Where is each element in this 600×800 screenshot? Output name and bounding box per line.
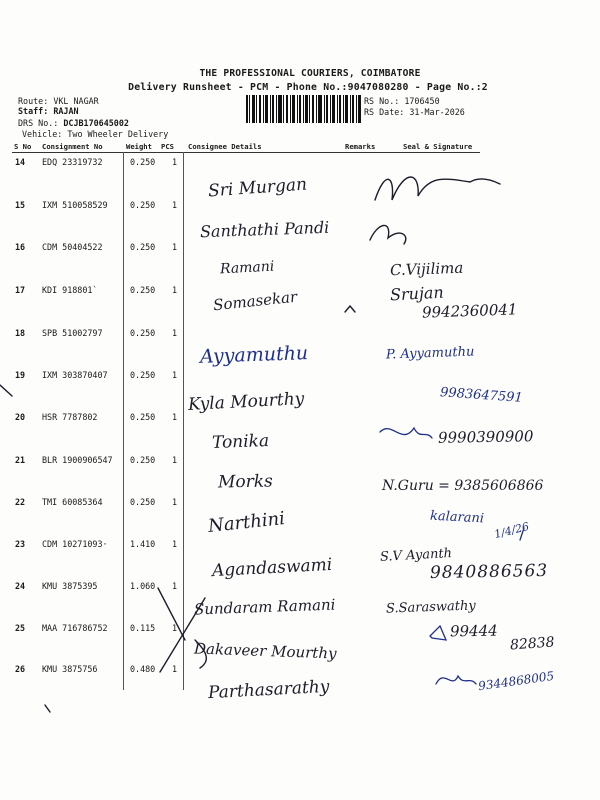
- pieces-value: 1: [172, 157, 178, 167]
- route-label: Route:: [18, 96, 49, 106]
- route-line: [18, 96, 99, 106]
- rs-no-value: 1706450: [404, 96, 440, 106]
- handwritten-signature: C.Vijilima: [389, 258, 464, 280]
- handwritten-name: Santhathi Pandi: [199, 217, 330, 242]
- weight-value: 0.250: [130, 200, 156, 210]
- table-row: [0, 242, 600, 286]
- weight-value: 0.250: [130, 412, 156, 422]
- drs-line: [18, 118, 129, 128]
- handwritten-name: Tonika: [211, 431, 270, 453]
- handwritten-signature: S.V Ayanth: [379, 546, 453, 565]
- serial-number: 14: [15, 157, 26, 167]
- serial-number: 22: [15, 497, 26, 507]
- handwritten-name: Sundaram Ramani: [193, 595, 336, 619]
- handwritten-signature: 9942360041: [421, 300, 518, 322]
- consignment-number: BLR 1900906547: [42, 455, 113, 465]
- serial-number: 17: [15, 285, 26, 295]
- consignment-number: CDM 50404522: [42, 242, 103, 252]
- runsheet-subtitle: Delivery Runsheet - PCM - Phone No.:9047080280 - Page No.:2: [128, 82, 488, 93]
- weight-value: 1.060: [130, 581, 156, 591]
- handwritten-name: Kyla Mourthy: [187, 388, 305, 416]
- pieces-value: 1: [172, 328, 178, 338]
- handwritten-signature: 99444: [449, 621, 498, 641]
- handwritten-name: Narthini: [207, 508, 286, 537]
- consignment-number: MAA 716786752: [42, 623, 108, 633]
- handwritten-signature: 9840886563: [429, 560, 549, 584]
- weight-value: 0.480: [130, 664, 156, 674]
- handwritten-signature: kalarani: [429, 508, 485, 527]
- weight-value: 0.250: [130, 328, 156, 338]
- handwritten-name: Ayyamuthu: [199, 342, 309, 368]
- handwritten-name: Agandaswami: [211, 554, 333, 582]
- consignment-number: SPB 51002797: [42, 328, 103, 338]
- handwritten-signature: 9983647591: [439, 385, 524, 406]
- consignment-number: KMU 3875756: [42, 664, 98, 674]
- header-consignment: Consignment No: [42, 142, 103, 151]
- header-pcs: PCS: [161, 142, 174, 151]
- weight-value: 0.250: [130, 157, 156, 167]
- weight-value: 0.115: [130, 623, 156, 633]
- handwritten-name: Dakaveer Mourthy: [193, 639, 337, 663]
- header-seal-signature: Seal & Signature: [403, 142, 473, 151]
- consignment-number: EDQ 23319732: [42, 157, 103, 167]
- serial-number: 15: [15, 200, 26, 210]
- handwritten-signature: Srujan: [389, 282, 445, 305]
- handwritten-name: Ramani: [219, 258, 275, 278]
- header-weight: Weight: [126, 142, 152, 151]
- pieces-value: 1: [172, 200, 178, 210]
- consignment-number: HSR 7787802: [42, 412, 98, 422]
- handwritten-name: Morks: [217, 471, 273, 493]
- weight-value: 0.250: [130, 370, 156, 380]
- weight-value: 0.250: [130, 285, 156, 295]
- handwritten-signature: 9990390900: [437, 427, 534, 447]
- pieces-value: 1: [172, 581, 178, 591]
- consignment-number: KMU 3875395: [42, 581, 98, 591]
- rs-no-label: RS No.:: [364, 96, 400, 106]
- serial-number: 24: [15, 581, 26, 591]
- pieces-value: 1: [172, 539, 178, 549]
- handwritten-name: Somasekar: [212, 287, 298, 315]
- pieces-value: 1: [172, 370, 178, 380]
- pieces-value: 1: [172, 455, 178, 465]
- vehicle-line: [22, 129, 168, 139]
- weight-value: 0.250: [130, 242, 156, 252]
- staff-value: RAJAN: [53, 106, 79, 116]
- rs-date-value: 31-Mar-2026: [409, 107, 465, 117]
- weight-value: 0.250: [130, 497, 156, 507]
- consignment-number: CDM 10271093·: [42, 539, 108, 549]
- handwritten-signature: N.Guru = 9385606866: [382, 478, 544, 494]
- vehicle-label: Vehicle:: [22, 129, 63, 139]
- rs-date-line: [364, 107, 465, 117]
- serial-number: 21: [15, 455, 26, 465]
- drs-label: DRS No.:: [18, 118, 59, 128]
- consignment-number: IXM 510058529: [42, 200, 108, 210]
- consignment-number: IXM 303870407: [42, 370, 108, 380]
- pieces-value: 1: [172, 497, 178, 507]
- pieces-value: 1: [172, 412, 178, 422]
- drs-value: DCJB170645002: [63, 118, 129, 128]
- header-remarks: Remarks: [345, 142, 376, 151]
- pieces-value: 1: [172, 285, 178, 295]
- weight-value: 0.250: [130, 455, 156, 465]
- handwritten-name: Parthasarathy: [207, 676, 330, 704]
- serial-number: 26: [15, 664, 26, 674]
- handwritten-signature: 82838: [509, 634, 556, 654]
- weight-value: 1.410: [130, 539, 156, 549]
- staff-label: Staff:: [18, 106, 49, 116]
- vehicle-value: Two Wheeler Delivery: [67, 129, 169, 139]
- serial-number: 23: [15, 539, 26, 549]
- header-divider: [12, 152, 480, 153]
- rs-no-line: [364, 96, 440, 106]
- barcode-graphic: [246, 95, 362, 123]
- pieces-value: 1: [172, 623, 178, 633]
- route-value: VKL NAGAR: [53, 96, 99, 106]
- serial-number: 25: [15, 623, 26, 633]
- serial-number: 20: [15, 412, 26, 422]
- handwritten-date: 1/4/26: [492, 519, 531, 542]
- handwritten-name: Sri Murgan: [207, 174, 308, 202]
- pieces-value: 1: [172, 242, 178, 252]
- serial-number: 18: [15, 328, 26, 338]
- handwritten-signature: S.Saraswathy: [385, 598, 476, 617]
- consignment-number: TMI 60085364: [42, 497, 103, 507]
- header-consignee: Consignee Details: [188, 142, 262, 151]
- serial-number: 19: [15, 370, 26, 380]
- pieces-value: 1: [172, 664, 178, 674]
- serial-number: 16: [15, 242, 26, 252]
- staff-line: [18, 106, 79, 116]
- handwritten-signature: 9344868005: [477, 668, 555, 694]
- handwritten-signature: P. Ayyamuthu: [385, 344, 475, 363]
- consignment-number: KDI 918801`: [42, 285, 98, 295]
- rs-date-label: RS Date:: [364, 107, 405, 117]
- header-sno: S No: [14, 142, 32, 151]
- company-title: THE PROFESSIONAL COURIERS, COIMBATORE: [199, 68, 421, 79]
